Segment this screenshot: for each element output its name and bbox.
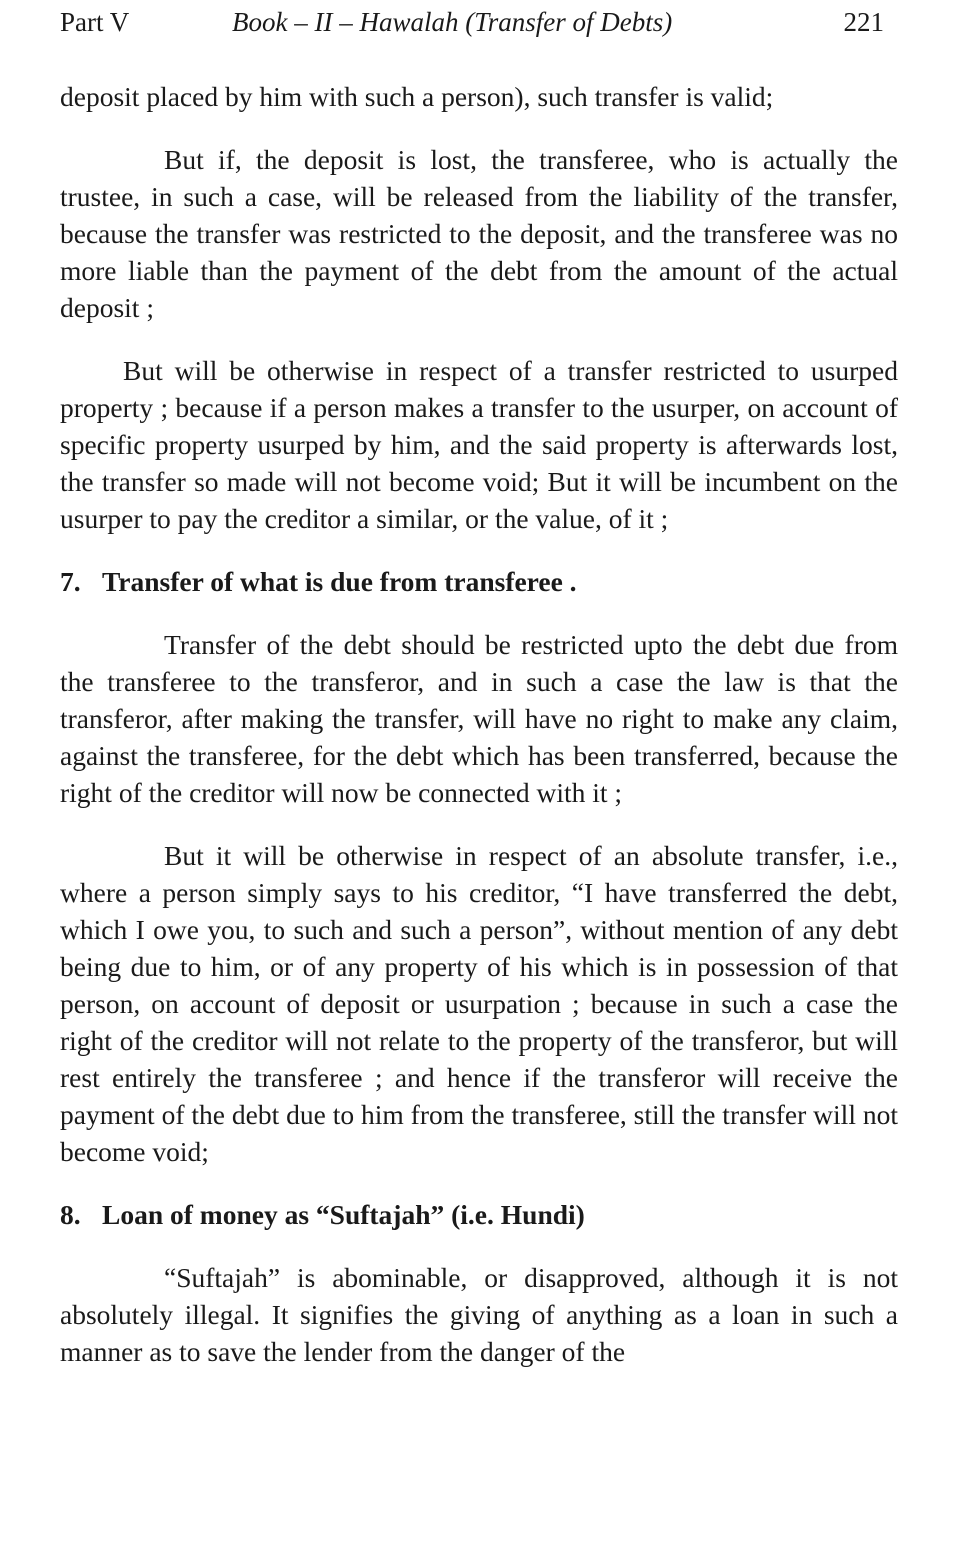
paragraph-suftajah: “Suftajah” is abominable, or disapproved, although it is not absolutely illegal. It signifies the giving of anything as a loan in such a manner as to save the lender from the danger of the bbox=[60, 1262, 898, 1367]
section-title: Transfer of what is due from transferee . bbox=[102, 566, 577, 597]
page-body bbox=[60, 78, 898, 1370]
section-number: 8. bbox=[60, 1199, 81, 1230]
paragraph-transfer-restricted: Transfer of the debt should be restricted upto the debt due from the transferee to the transferor, and in such a case the law is that the transferor, after making the transfer, will have no right to make any claim, against the transferee, for the debt which has been transferred, because the right of the creditor will now be connected with it ; bbox=[60, 629, 898, 808]
paragraph-absolute-transfer: But it will be otherwise in respect of an absolute transfer, i.e., where a person simply says to his creditor, “I have transferred the debt, which I owe you, to such and such a person”, without mention of any debt being due to him, or of any property of his which is in possession of that person, on account of deposit or usurpation ; because in such a case the right of the creditor will not relate to the property of the transferor, but will rest entirely the transferee ; and hence if the transferor will receive the payment of the debt due to him from the transferee, still the transfer will not become void; bbox=[60, 840, 898, 1167]
book-page bbox=[60, 0, 898, 1550]
section-number: 7. bbox=[60, 566, 81, 597]
paragraph-continued: deposit placed by him with such a person), such transfer is valid; bbox=[60, 81, 774, 112]
section-heading-8 bbox=[60, 1196, 898, 1233]
header-part: Part V bbox=[60, 7, 130, 37]
header-title: Book – II – Hawalah (Transfer of Debts) bbox=[232, 7, 673, 37]
paragraph-usurped-property: But will be otherwise in respect of a transfer restricted to usurped property ; because if a person makes a transfer to the usurper, on account of specific property usurped by him, and the said property is afterwards lost, the transfer so made will not become void; But it will be incumbent on the usurper to pay the creditor a similar, or the value, of it ; bbox=[60, 355, 898, 534]
section-title: Loan of money as “Suftajah” (i.e. Hundi) bbox=[102, 1199, 585, 1230]
section-heading-7 bbox=[60, 563, 898, 600]
running-header bbox=[60, 4, 898, 40]
page-number: 221 bbox=[843, 7, 884, 37]
paragraph-deposit-lost: But if, the deposit is lost, the transferee, who is actually the trustee, in such a case, will be released from the liability of the transfer, because the transfer was restricted to the deposit, and the transferee was no more liable than the payment of the debt from the amount of the actual deposit ; bbox=[60, 144, 898, 323]
